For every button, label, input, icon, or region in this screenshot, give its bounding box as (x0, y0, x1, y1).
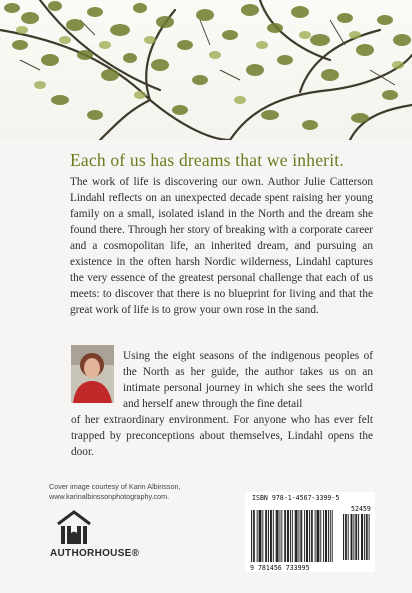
isbn-barcode (245, 492, 375, 572)
authorhouse-house-logo-icon (55, 510, 93, 551)
photo-credit (49, 482, 249, 501)
blurb-paragraph-2-continued: of her extraordinary environment. For anyone who has ever felt trapped by preconceptions about themselves, Lindahl opens the door. (71, 414, 373, 458)
barcode-area (245, 492, 375, 572)
publisher-logo-text: AUTHORHOUSE® (50, 548, 140, 559)
price-code: 52459 (351, 505, 371, 513)
blurb-paragraph-2: Using the eight seasons of the indigenous peoples of the North as her guide, the author takes us on an intimate personal journey in which she sees the world and herself anew through the fine detail (123, 350, 373, 410)
isbn-label: ISBN 978-1-4567-3399-5 (252, 494, 340, 502)
photo-credit-line-1: Cover image courtesy of Karin Albinsson, (49, 482, 181, 491)
author-photo (71, 345, 114, 403)
photo-credit-line-2: www.karinalbinssonphotography.com. (49, 491, 170, 501)
blurb-paragraph-1: The work of life is discovering our own. Author Julie Catterson Lindahl reflects on an unexpected decade spent raising her young family on a small, isolated island in the North and the dream she found there. Through her story of breaking with a corporate career and a cosmopolitan life, an inherited dream, and pursuing an existence in the often harsh Nordic wilderness, Lindahl captures the very essence of the greatest personal challenge that each of us meets: to discover that there is no blueprint for living and that the great work of life is to grow your own rose in the sand. (70, 176, 373, 316)
cover-headline: Each of us has dreams that we inherit. (70, 150, 344, 170)
cover-photo-tree-canopy (0, 0, 412, 140)
barcode-digits: 9 781456 733995 (250, 564, 310, 572)
